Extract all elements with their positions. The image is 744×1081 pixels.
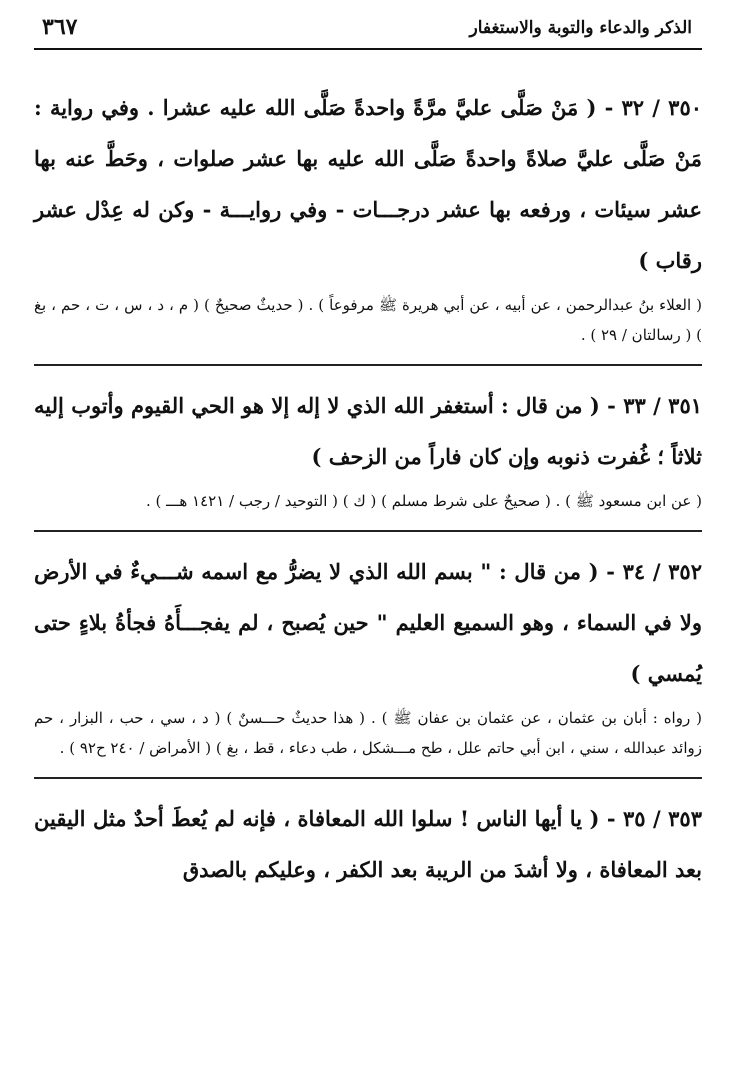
page-number: ٣٦٧ bbox=[42, 14, 78, 40]
hadith-source: ( رواه : أبان بن عثمان ، عن عثمان بن عفان ﷺ ) . ( هذا حديثٌ حـــسنٌ ) ( د ، سي ، حب ، البزار ، حم زوائد عبدالله ، سني ، ابن أبي حاتم علل ، طح مـــشكل ، طب دعاء ، قط ، بغ ) ( الأمراض / ٢٤٠ ح٩٢ ) . bbox=[34, 709, 702, 757]
book-page bbox=[34, 0, 702, 1081]
hadith-text: ٣٥٣ / ٣٥ - ( يا أيها الناس ! سلوا الله المعافاة ، فإنه لم يُعطَ أحدٌ مثل اليقين بعد المعافاة ، ولا أشدَ من الريبة بعد الكفر ، وعليكم بالصدق bbox=[34, 806, 702, 882]
running-header bbox=[34, 10, 702, 50]
hadith-text: ٣٥٢ / ٣٤ - ( من قال : " بسم الله الذي لا يضرُّ مع اسمه شـــيءٌ في الأرض ولا في السماء ، وهو السميع العليم " حين يُصبح ، لم يفجـــأَهُ فجأةُ بلاءٍ حتى يُمسي ) bbox=[34, 559, 702, 686]
hadith-source: ( عن ابن مسعود ﷺ ) . ( صحيحٌ على شرط مسلم ) ( ك ) ( التوحيد / رجب / ١٤٢١ هـــ ) . bbox=[146, 492, 702, 510]
entry-divider bbox=[34, 777, 702, 779]
hadith-entry-353 bbox=[34, 793, 702, 895]
hadith-text: ٣٥٠ / ٣٢ - ( مَنْ صَلَّى عليَّ مرَّةً واحدةً صَلَّى الله عليه عشرا . وفي رواية : مَنْ صَلَّى عليَّ صلاةً واحدةً صَلَّى الله عليه بها عشر صلوات ، وحَطَّ عنه بها عشر سيئات ، ورفعه بها عشر درجـــات - وفي روايـــة - وكن له عِدْل عشر رقاب ) bbox=[34, 95, 703, 273]
chapter-title: الذكر والدعاء والتوبة والاستغفار bbox=[469, 18, 692, 38]
entry-divider bbox=[34, 364, 702, 366]
hadith-text: ٣٥١ / ٣٣ - ( من قال : أستغفر الله الذي لا إله إلا هو الحي القيوم وأتوب إليه ثلاثاً ؛ غُفرت ذنوبه وإن كان فاراً من الزحف ) bbox=[34, 393, 703, 469]
entry-divider bbox=[34, 530, 702, 532]
hadith-entry-350 bbox=[34, 82, 702, 350]
hadith-source: ( العلاء بنُ عبدالرحمن ، عن أبيه ، عن أبي هريرة ﷺ مرفوعاً ) . ( حديثٌ صحيحٌ ) ( م ، د ، س ، ت ، حم ، بغ ) ( رسالتان / ٢٩ ) . bbox=[34, 296, 702, 344]
hadith-entry-351 bbox=[34, 380, 702, 516]
hadith-list bbox=[34, 82, 702, 909]
hadith-entry-352 bbox=[34, 546, 702, 763]
